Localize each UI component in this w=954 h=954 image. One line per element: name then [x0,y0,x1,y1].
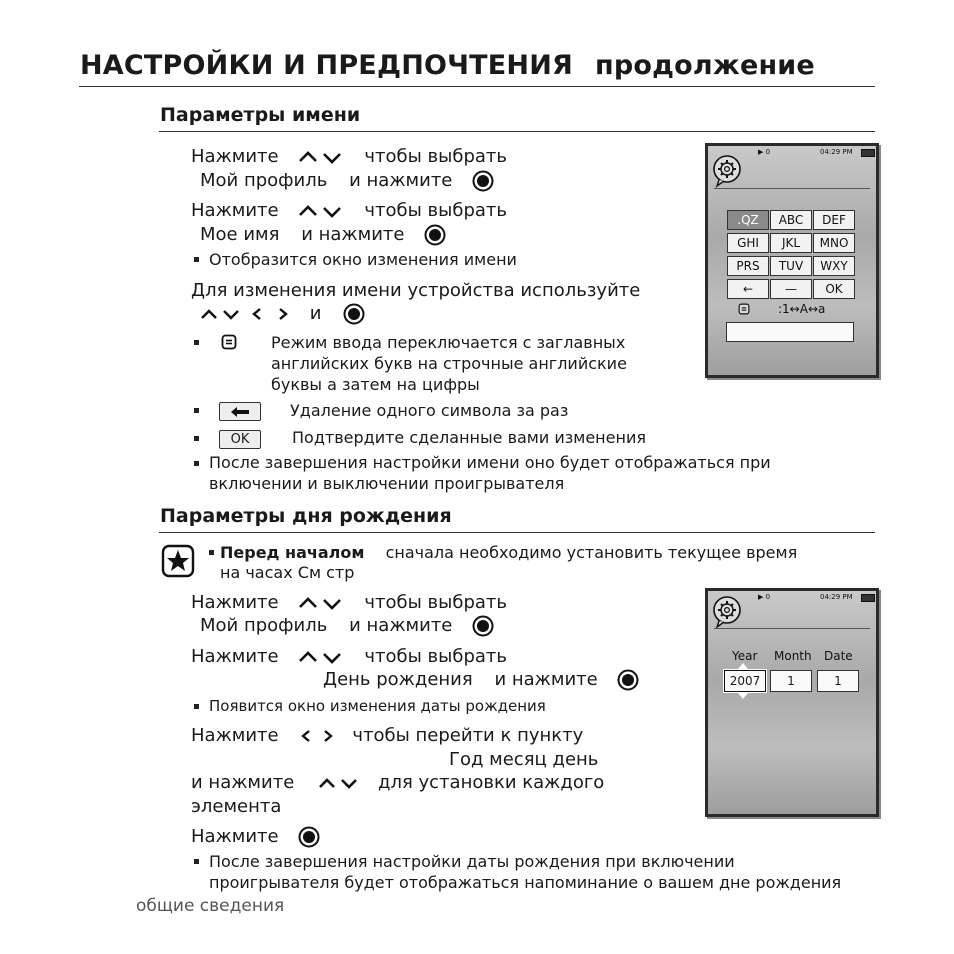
name-step3-line2: и [200,303,365,325]
page-title-continued: продолжение [595,50,815,81]
birthday-note-line2: на часах См стр [220,563,355,582]
mode-indicator: :1↔A↔a [778,302,826,316]
mode-text-2: английских букв на строчные английские [271,354,627,373]
up-down-icon [298,203,350,219]
bday-step2-line2: День рождения и нажмите [323,669,639,691]
ok-text: Подтвердите сделанные вами изменения [292,428,646,447]
key-ghi[interactable]: GHI [727,233,769,253]
up-arrow-icon [738,663,748,669]
bullet [194,704,199,709]
select-button-icon [472,170,494,192]
select-button-icon [298,826,320,848]
name-edit-screen [705,143,879,378]
status-time: 04:29 PM [820,593,853,601]
select-button-icon [424,224,446,246]
key-wxy[interactable]: WXY [813,256,855,276]
birthday-note-line1: Перед началом сначала необходимо установить текущее время [220,543,798,562]
key-def[interactable]: DEF [813,210,855,230]
month-label: Month [774,649,812,663]
four-way-arrows-icon [200,306,290,322]
name-section-rule [159,131,875,132]
name-step1-line1: Нажмите чтобы выбрать [191,146,507,167]
screen-divider [714,628,870,629]
bullet [194,859,199,864]
up-down-icon [298,595,350,611]
bday-step1-line1: Нажмите чтобы выбрать [191,592,507,613]
name-step1-line2: Мой профиль и нажмите [200,170,494,192]
name-step2-line1: Нажмите чтобы выбрать [191,200,507,221]
birthday-edit-screen [705,588,879,817]
bday-step3-line2: Год месяц день [449,749,599,770]
bullet [209,550,214,555]
name-step2-line2: Мое имя и нажмите [200,224,446,246]
title-rule [79,86,875,87]
left-right-icon [300,728,334,744]
bday-step3-line3: и нажмите для установки каждого [191,772,605,793]
select-button-icon [343,303,365,325]
year-label: Year [732,649,758,663]
name-after-2: включении и выключении проигрывателя [209,474,565,493]
key-mno[interactable]: MNO [813,233,855,253]
up-down-icon [298,149,350,165]
month-field[interactable]: 1 [770,670,812,692]
ok-key-icon: OK [219,430,261,449]
up-down-icon [298,649,350,665]
status-play: ▶ 0 [758,148,771,156]
key-space[interactable]: — [770,279,812,299]
name-after-1: После завершения настройки имени оно будет отображаться при [209,453,771,472]
bullet [194,340,199,345]
settings-bubble-icon [711,595,745,629]
key-abc[interactable]: ABC [770,210,812,230]
bday-step1-line2: Мой профиль и нажмите [200,615,494,637]
key-backspace[interactable]: ← [727,279,769,299]
page-title [80,50,815,81]
battery-icon [861,594,875,602]
mode-text-1: Режим ввода переключается с заглавных [271,333,626,352]
screen-divider [714,188,870,189]
down-arrow-icon [738,693,748,699]
settings-bubble-icon [711,154,745,188]
page-title-main: НАСТРОЙКИ И ПРЕДПОЧТЕНИЯ [80,50,574,81]
star-note-icon [161,544,195,578]
date-label: Date [824,649,853,663]
name-input-field[interactable] [726,322,854,342]
birthday-section-heading: Параметры дня рождения [160,505,452,527]
status-time: 04:29 PM [820,148,853,156]
bullet [194,257,199,262]
select-button-icon [617,669,639,691]
delete-text: Удаление одного символа за раз [290,401,569,420]
battery-icon [861,149,875,157]
bday-after-1: После завершения настройки даты рождения при включении [209,852,735,871]
bday-note3: Появится окно изменения даты рождения [209,697,546,715]
bday-step3-line1: Нажмите чтобы перейти к пункту [191,725,584,746]
bullet [194,461,199,466]
status-play: ▶ 0 [758,593,771,601]
bullet [194,436,199,441]
key-prs[interactable]: PRS [727,256,769,276]
mode-key-icon [738,303,750,315]
mode-text-3: буквы а затем на цифры [271,375,480,394]
mode-key-icon [221,334,237,350]
key-ok[interactable]: OK [813,279,855,299]
name-section-heading: Параметры имени [160,104,361,126]
birthday-section-rule [159,532,875,533]
select-button-icon [472,615,494,637]
bullet [194,408,199,413]
bday-step2-line1: Нажмите чтобы выбрать [191,646,507,667]
date-field[interactable]: 1 [817,670,859,692]
backspace-key-icon [219,402,261,421]
key-qz[interactable]: .QZ [727,210,769,230]
name-note1: Отобразится окно изменения имени [209,250,517,269]
bday-after-2: проигрывателя будет отображаться напоминание о вашем дне рождения [209,873,842,892]
footer-section-label: общие сведения [136,896,285,916]
up-down-icon [318,775,364,791]
bday-step3-line4: элемента [191,796,282,817]
key-jkl[interactable]: JKL [770,233,812,253]
bday-step4: Нажмите [191,826,320,848]
year-field[interactable]: 2007 [724,670,766,692]
name-step3-line1: Для изменения имени устройства используйте [191,280,641,301]
key-tuv[interactable]: TUV [770,256,812,276]
